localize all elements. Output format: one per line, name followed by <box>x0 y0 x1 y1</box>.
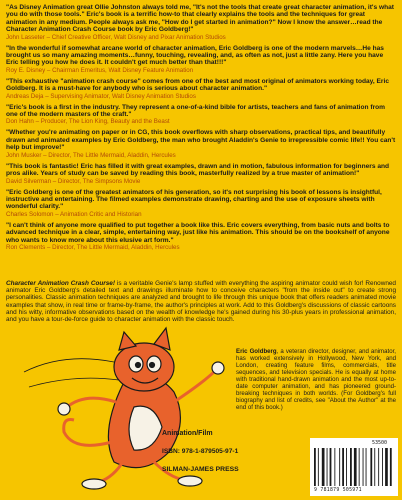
quote-attribution <box>6 152 396 159</box>
publisher-label: SILMAN-JAMES PRESS <box>162 466 239 473</box>
quote-item <box>6 78 396 100</box>
barcode-bar <box>327 448 328 486</box>
barcode-number: 9 781879 505971 <box>314 488 362 493</box>
author-bio-text: , a veteran director, designer, and animator, has worked extensively in Hollywood, New York, and London, creating feature films, commercials, title sequences, and television specials. He is equally at home with traditional hand-drawn animation and the most up-to-date computer animation, and has pioneered ground-breaking techniques in both worlds. (For Goldberg's full biography and list of credits, see "About the Author" at the end of this book.) <box>236 348 396 411</box>
quote-item <box>6 45 396 74</box>
barcode-bar <box>370 448 372 486</box>
isbn-label: ISBN: 978-1-879505-97-1 <box>162 448 239 455</box>
quote-item <box>6 163 396 185</box>
barcode-bar <box>342 448 344 486</box>
quote-author: Ron Clements <box>6 243 46 251</box>
quote-attribution <box>6 34 396 41</box>
quote-author-role: – Animation Critic and Historian <box>53 210 142 218</box>
quote-text: "This exhaustive "animation crash course" comes from one of the best and most original of animators working today, Eric Goldberg. It is a must-have for anybody who is serious about character animation." <box>6 77 389 93</box>
barcode-bar <box>382 448 383 486</box>
quote-item <box>6 104 396 126</box>
quote-text: "Eric Goldberg is one of the greatest animators of his generation, so it's not surprising his book of lessons is insightful, instructive and entertaining. The filmed examples demonstrate drawing, charting and the use of exposure sheets with wonderful clarity." <box>6 188 382 211</box>
quote-author: Roy E. Disney <box>6 66 46 74</box>
barcode-bar <box>385 448 388 486</box>
quote-author-role: – Director, The Little Mermaid, Aladdin, Hercules <box>41 151 176 159</box>
barcode-bar <box>366 448 367 486</box>
barcode-bar <box>318 448 319 486</box>
quote-text: "In the wonderful if somewhat arcane world of character animation, Eric Goldberg is one of the modern marvels…He has brought us so many amazing moments…funny, touching, revealing, and, as often as not, just a little zany. Here you have Eric telling you how he does it. It couldn't get much better than that!!!" <box>6 44 384 67</box>
quote-attribution <box>6 211 396 218</box>
author-name: Eric Goldberg <box>236 348 277 355</box>
quote-text: "Whether you're animating on paper or in CG, this book overflows with sharp observations, practical tips, and beautifully drawn and animated examples by Eric Goldberg, the man who brought Aladdin's Genie to irrepressible comic life!! You can't help but improve!" <box>6 129 396 152</box>
quote-attribution <box>6 244 396 251</box>
quote-author: Andreas Deja <box>6 92 44 100</box>
barcode-bar <box>359 448 360 486</box>
quote-author: Don Hahn <box>6 118 34 126</box>
barcode-bar <box>334 448 335 486</box>
barcode-bar <box>363 448 364 486</box>
quote-author: John Lasseter <box>6 33 45 41</box>
description-title: Character Animation Crash Course! <box>6 280 115 287</box>
quote-item <box>6 4 396 41</box>
endorsement-quotes <box>6 4 396 255</box>
quote-attribution <box>6 178 396 185</box>
quote-text: "Eric's book is a first in the industry. They represent a one-of-a-kind bible for artists, teachers and fans of animation from one of the modern masters of the craft." <box>6 103 386 119</box>
quote-item <box>6 222 396 251</box>
barcode-bar <box>354 448 357 486</box>
quote-attribution <box>6 67 396 74</box>
description-text: is a veritable Genie's lamp stuffed with everything the aspiring animator could wish for! Renowned animator Eric Goldberg's detailed text and drawings illuminate how to conceive characters "from the inside out" to create strong personalities. Classic animation techniques are analyzed and brought to life through this unique book that offers readers animated movie examples that show, in real time or frame-by-frame, the author's principles at work. Add to this Goldberg's discussions of classic cartoons and his witty, informative observations based on the wealth of knowledge he's gained during his 30-plus years in professional animation, and you have a tour-de-force guide to character animation with the classic touch. <box>6 280 396 324</box>
author-bio <box>236 348 396 411</box>
quote-text: "This book is fantastic! Eric has filled it with great examples, drawn and in motion, fabulous information for beginners and pros alike. Years of study can be saved by reading this book, masterfully realized by a true master of animation!" <box>6 162 390 178</box>
quote-author: John Musker <box>6 151 42 159</box>
quote-author-role: – Producer, The Lion King, Beauty and the Beast <box>33 118 170 126</box>
price-code: 53500 <box>372 440 388 446</box>
quote-text: "As Disney Animation great Ollie Johnston always told me, "It's not the tools that create great character animation, it's what you do with those tools." Eric's book is a terrific how-to that clearly explains the tools and the techniques for great animation in any medium. People always ask me, "How do I get started in animation?" Now I know the answer…read the Character Animation Crash Course book by Eric Goldberg!" <box>6 4 395 34</box>
quote-text: "I can't think of anyone more qualified to put together a book like this. Eric covers everything, from basic nuts and bolts to advanced technique in a clear, simple, entertaining way, just like his animation. This should be on the bookshelf of anyone who wants to know more about this elusive art form." <box>6 221 390 244</box>
quote-attribution <box>6 118 396 125</box>
cartoon-cat-illustration <box>4 312 234 492</box>
barcode-bar <box>378 448 379 486</box>
barcode-bar <box>350 448 352 486</box>
barcode-bar <box>346 448 347 486</box>
quote-author: Charles Solomon <box>6 210 54 218</box>
quote-author-role: – Director, The Little Mermaid, Aladdin, Hercules <box>45 243 180 251</box>
quote-author-role: – Chief Creative Officer, Walt Disney and Pixar Animation Studios <box>44 33 226 41</box>
barcode-bar <box>374 448 375 486</box>
barcode-bar <box>322 448 325 486</box>
barcode-bar <box>314 448 316 486</box>
quote-author-role: – Supervising Animator, Walt Disney Animation Studios <box>43 92 196 100</box>
category-label: Animation/Film <box>162 430 213 437</box>
quote-author: David Silverman <box>6 177 52 185</box>
barcode-bar <box>339 448 340 486</box>
quote-author-role: – Director, The Simpsons Movie <box>51 177 141 185</box>
barcode-bar <box>390 448 392 486</box>
barcode-bar <box>330 448 332 486</box>
quote-attribution <box>6 93 396 100</box>
quote-item <box>6 189 396 218</box>
quote-item <box>6 129 396 158</box>
quote-author-role: – Chairman Emeritus, Walt Disney Feature Animation <box>45 66 194 74</box>
